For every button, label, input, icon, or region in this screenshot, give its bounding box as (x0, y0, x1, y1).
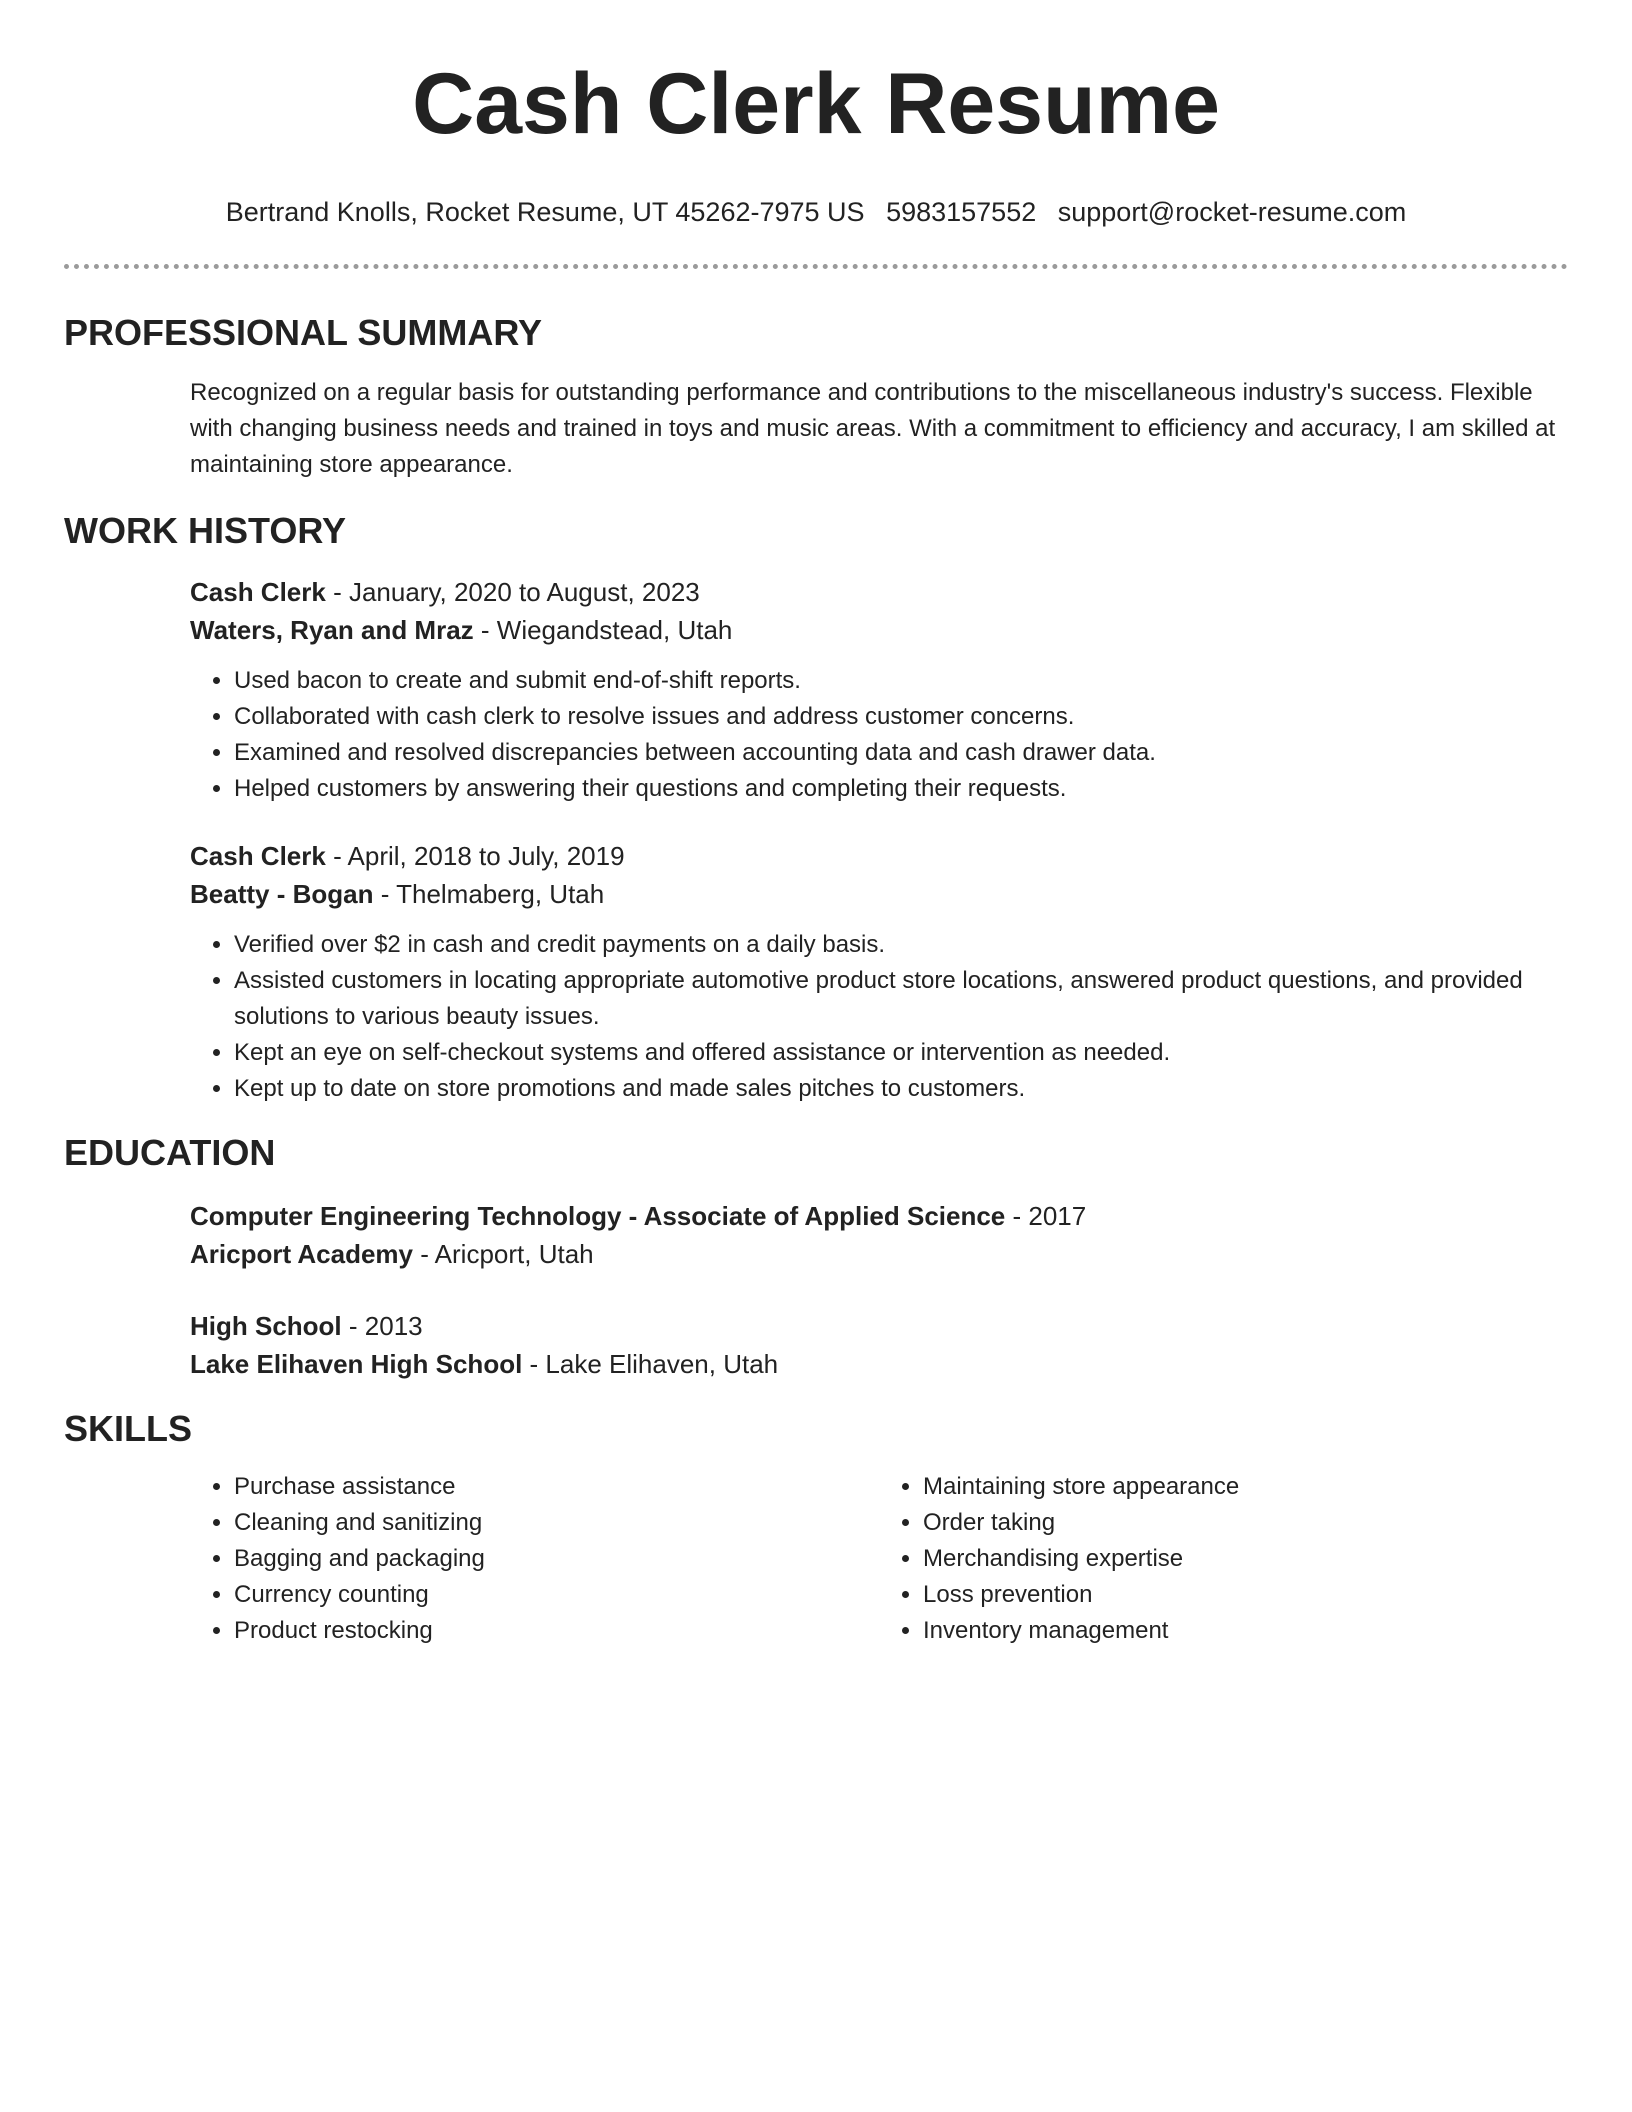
education-entry (190, 1307, 1568, 1383)
skill-item: • Merchandising expertise (923, 1541, 1568, 1577)
education-degree: High School (190, 1311, 342, 1341)
education-degree-line (190, 1307, 1568, 1345)
job-location: - Thelmaberg, Utah (373, 879, 605, 909)
job-bullet: • Verified over $2 in cash and credit payments on a daily basis. (234, 927, 1568, 963)
job-bullets (190, 663, 1568, 807)
summary-text: Recognized on a regular basis for outstanding performance and contributions to the miscellaneous industry's success. Flexible with changing business needs and trained in toys and music areas. With a commitment to efficiency and accuracy, I am skilled at maintaining store appearance. (190, 379, 1556, 478)
skill-item: • Maintaining store appearance (923, 1469, 1568, 1505)
job-company-line (190, 875, 1568, 913)
education-school-line (190, 1235, 1568, 1273)
resume-title: Cash Clerk Resume (412, 56, 1220, 152)
job-bullet: • Used bacon to create and submit end-of-shift reports. (234, 663, 1568, 699)
skill-item: • Bagging and packaging (234, 1541, 879, 1577)
skill-item: • Cleaning and sanitizing (234, 1505, 879, 1541)
skill-item: • Currency counting (234, 1577, 879, 1613)
job-bullet: • Examined and resolved discrepancies between accounting data and cash drawer data. (234, 735, 1568, 771)
job-company-line (190, 611, 1568, 649)
education-degree-line (190, 1197, 1568, 1235)
job-entry (190, 837, 1568, 1107)
job-company: Beatty - Bogan (190, 879, 374, 909)
job-bullet: • Assisted customers in locating appropriate automotive product store locations, answered product questions, and provided solutions to various beauty issues. (234, 963, 1568, 1035)
education-location: - Aricport, Utah (413, 1239, 594, 1269)
skills-list-left (190, 1469, 879, 1649)
job-title-line (190, 573, 1568, 611)
job-company: Waters, Ryan and Mraz (190, 615, 474, 645)
skill-item: • Loss prevention (923, 1577, 1568, 1613)
education-school-line (190, 1345, 1568, 1383)
job-location: - Wiegandstead, Utah (473, 615, 733, 645)
job-bullet: • Collaborated with cash clerk to resolve issues and address customer concerns. (234, 699, 1568, 735)
skill-item: • Inventory management (923, 1613, 1568, 1649)
education-location: - Lake Elihaven, Utah (522, 1349, 779, 1379)
contact-phone: 5983157552 (886, 197, 1037, 227)
job-dates: - April, 2018 to July, 2019 (325, 841, 625, 871)
education-school: Aricport Academy (190, 1239, 413, 1269)
summary-heading: PROFESSIONAL SUMMARY (64, 312, 543, 353)
education-school: Lake Elihaven High School (190, 1349, 523, 1379)
job-dates: - January, 2020 to August, 2023 (325, 577, 700, 607)
job-entry (190, 573, 1568, 807)
job-bullet: • Helped customers by answering their questions and completing their requests. (234, 771, 1568, 807)
education-year: - 2017 (1005, 1201, 1087, 1231)
education-heading: EDUCATION (64, 1132, 276, 1173)
skills-list-right (879, 1469, 1568, 1649)
header-divider (64, 264, 1568, 269)
skill-item: • Purchase assistance (234, 1469, 879, 1505)
job-bullets (190, 927, 1568, 1107)
skills-columns (190, 1469, 1568, 1649)
contact-address: Bertrand Knolls, Rocket Resume, UT 45262-7975 US (225, 197, 865, 227)
contact-line (64, 194, 1568, 230)
job-title-line (190, 837, 1568, 875)
job-bullet: • Kept up to date on store promotions and made sales pitches to customers. (234, 1071, 1568, 1107)
skill-item: • Order taking (923, 1505, 1568, 1541)
education-degree: Computer Engineering Technology - Associate of Applied Science (190, 1201, 1006, 1231)
job-title: Cash Clerk (190, 841, 326, 871)
job-bullet: • Kept an eye on self-checkout systems and offered assistance or intervention as needed. (234, 1035, 1568, 1071)
education-year: - 2013 (341, 1311, 423, 1341)
job-title: Cash Clerk (190, 577, 326, 607)
skills-heading: SKILLS (64, 1408, 193, 1449)
education-entry (190, 1197, 1568, 1273)
skill-item: • Product restocking (234, 1613, 879, 1649)
work-history-heading: WORK HISTORY (64, 510, 347, 551)
contact-email: support@rocket-resume.com (1057, 197, 1407, 227)
